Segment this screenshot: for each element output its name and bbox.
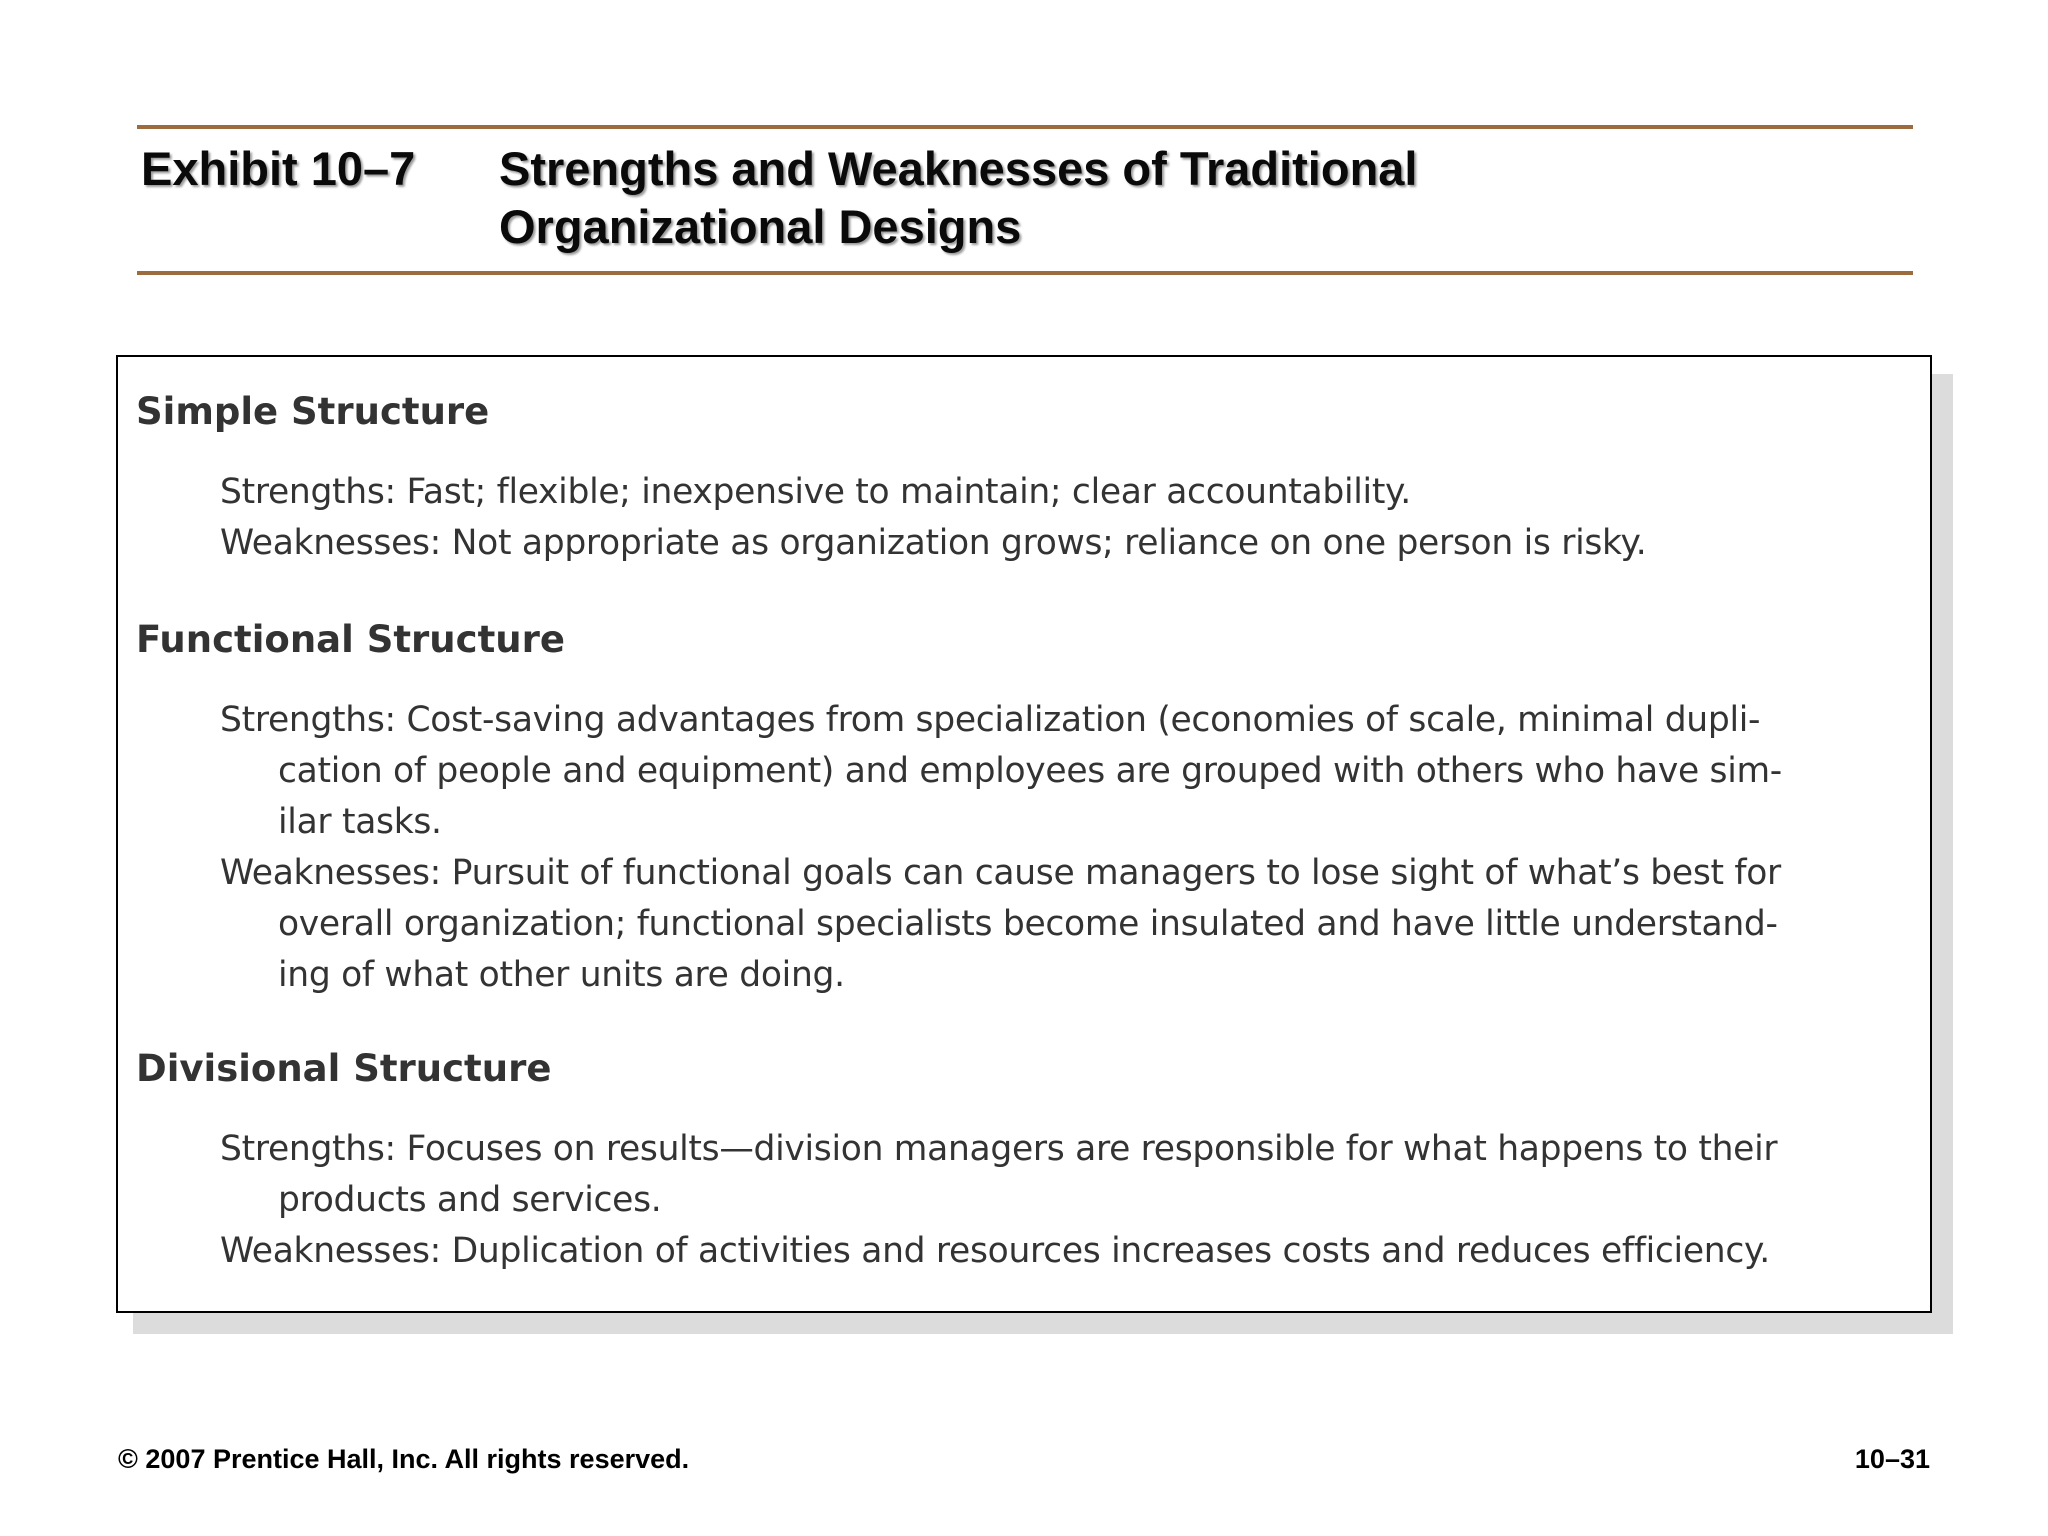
weaknesses-text (220, 518, 1920, 569)
weaknesses-text (220, 848, 1920, 1001)
strengths-text (220, 1124, 1920, 1226)
copyright-footer: © 2007 Prentice Hall, Inc. All rights reserved. (118, 1444, 690, 1474)
text-line: cation of people and equipment) and employees are grouped with others who have sim- (278, 751, 1782, 791)
text-line: ilar tasks. (278, 802, 442, 842)
text-line: overall organization; functional specialists become insulated and have little understand- (278, 904, 1778, 944)
text-line: Strengths: Cost-saving advantages from specialization (economies of scale, minimal dupli- (220, 700, 1761, 740)
header-bottom-rule (137, 271, 1913, 275)
text-line: Weaknesses: Pursuit of functional goals can cause managers to lose sight of what’s best for (220, 853, 1781, 893)
weaknesses-text (220, 1226, 1920, 1277)
text-line: Strengths: Fast; flexible; inexpensive to maintain; clear accountability. (220, 472, 1411, 512)
exhibit-title (499, 140, 1417, 256)
exhibit-title-line: Organizational Designs (499, 200, 1022, 253)
text-line: products and services. (278, 1180, 662, 1220)
text-line: Strengths: Focuses on results—division managers are responsible for what happens to their (220, 1129, 1778, 1169)
section-heading: Simple Structure (136, 390, 490, 433)
page-number: 10–31 (1854, 1444, 1930, 1474)
text-line: ing of what other units are doing. (278, 955, 845, 995)
text-line: Weaknesses: Not appropriate as organization grows; reliance on one person is risky. (220, 523, 1647, 563)
text-line: Weaknesses: Duplication of activities and resources increases costs and reduces efficiency. (220, 1231, 1770, 1271)
strengths-text (220, 467, 1920, 518)
exhibit-box (116, 355, 1932, 1313)
strengths-text (220, 695, 1920, 848)
section-heading: Divisional Structure (136, 1047, 552, 1090)
header-top-rule (137, 125, 1913, 129)
exhibit-label: Exhibit 10–7 (141, 142, 416, 195)
exhibit-title-line: Strengths and Weaknesses of Traditional (499, 142, 1418, 195)
section-heading: Functional Structure (136, 618, 565, 661)
